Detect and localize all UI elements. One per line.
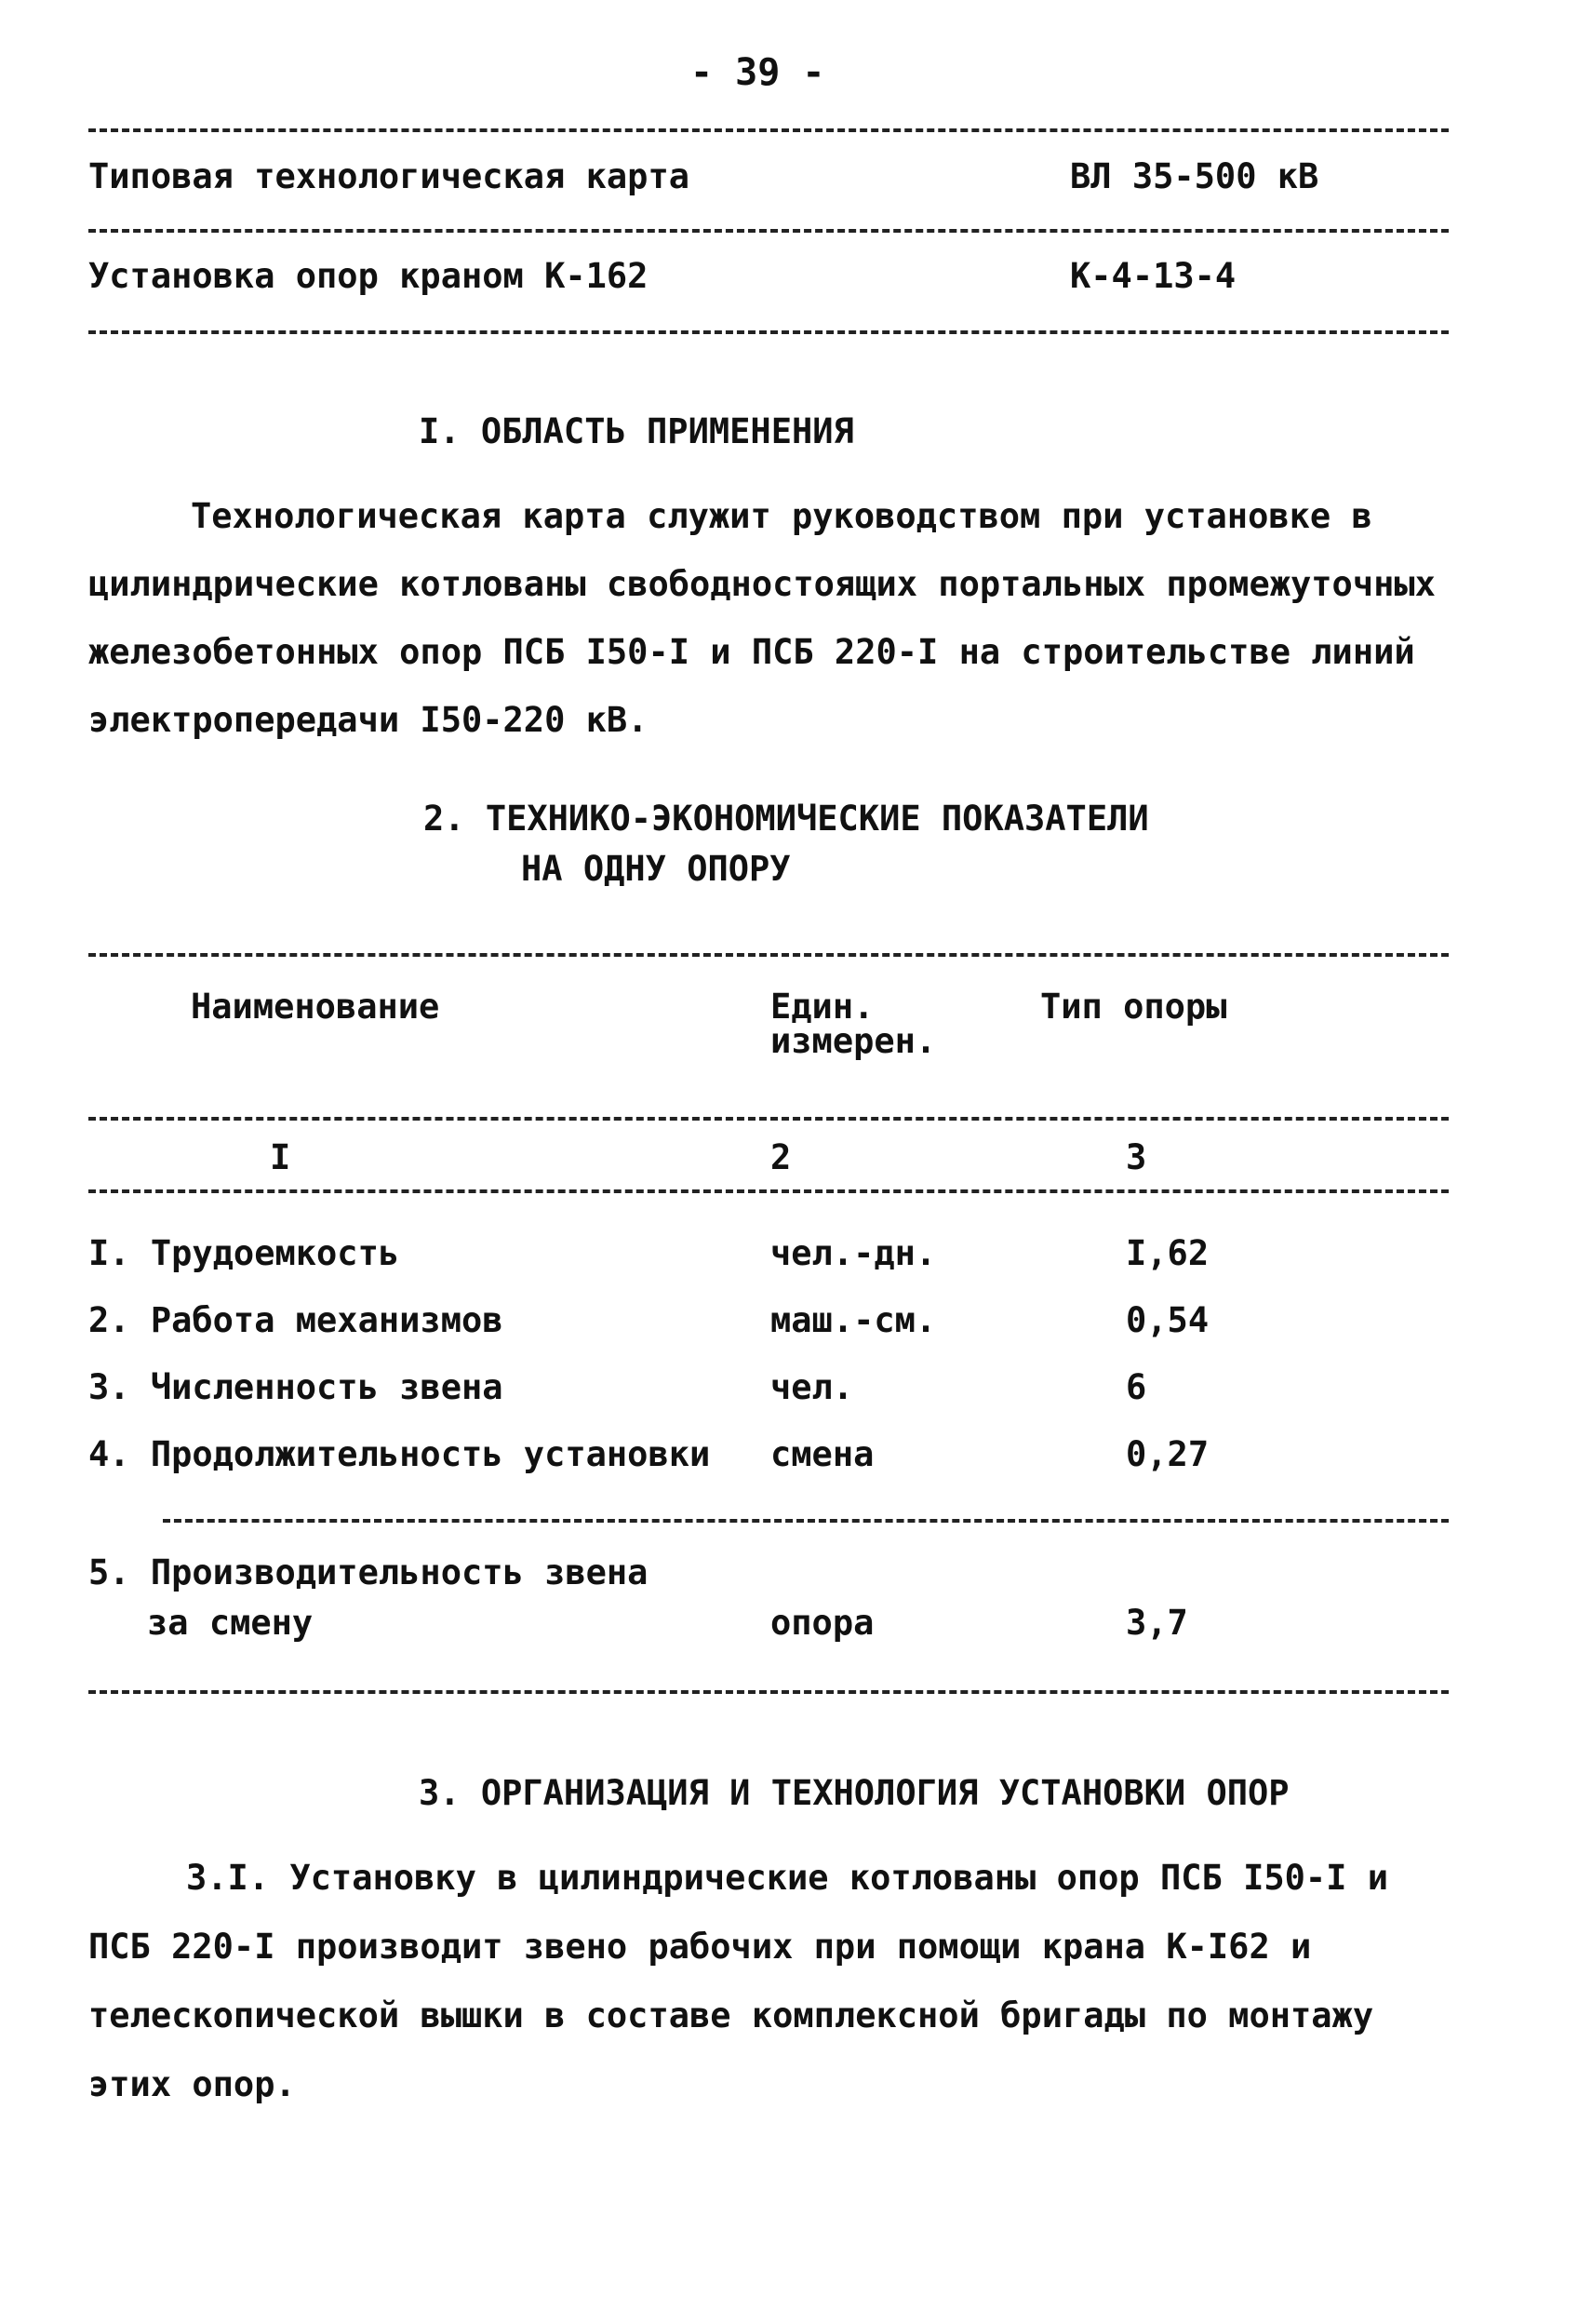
row-value: I,62 — [1126, 1233, 1210, 1273]
row-name: 2. Работа механизмов — [88, 1300, 503, 1340]
row-unit: опора — [770, 1603, 875, 1643]
divider — [88, 128, 1449, 132]
row-name: 5. Производительность звена — [88, 1552, 649, 1592]
page-number: - 39 - — [690, 51, 825, 94]
col-header-unit-sub: измерен. — [770, 1021, 937, 1061]
col-number: I — [270, 1137, 291, 1177]
row-name: 4. Продолжительность установки — [88, 1434, 711, 1474]
col-header-unit: Един. — [770, 987, 875, 1027]
row-value: 6 — [1126, 1367, 1147, 1407]
row-value: 0,54 — [1126, 1300, 1210, 1340]
section1-line: железобетонных опор ПСБ I50-I и ПСБ 220-I на строительстве линий — [88, 632, 1415, 672]
col-header-name: Наименование — [191, 987, 440, 1027]
table-top-border — [88, 953, 1449, 957]
row-value: 0,27 — [1126, 1434, 1210, 1474]
section2-heading-sub: НА ОДНУ ОПОРУ — [521, 849, 791, 889]
section1-line: Технологическая карта служит руководством при установке в — [191, 496, 1372, 536]
row-name-cont: за смену — [147, 1603, 314, 1643]
section3-heading: 3. ОРГАНИЗАЦИЯ И ТЕХНОЛОГИЯ УСТАНОВКИ ОПОР — [419, 1773, 1290, 1813]
section3-line: 3.I. Установку в цилиндрические котлованы опор ПСБ I50-I и — [186, 1858, 1389, 1898]
row-name: 3. Численность звена — [88, 1367, 503, 1407]
row-name: I. Трудоемкость — [88, 1233, 400, 1273]
table-divider — [163, 1519, 1449, 1523]
section1-line: электропередачи I50-220 кВ. — [88, 700, 649, 740]
section3-line: ПСБ 220-I производит звено рабочих при помощи крана К-I62 и — [88, 1927, 1312, 1967]
card-code: К-4-13-4 — [1070, 256, 1237, 296]
row-value: 3,7 — [1126, 1603, 1188, 1643]
divider — [88, 330, 1449, 334]
row-unit: чел. — [770, 1367, 854, 1407]
divider — [88, 229, 1449, 233]
operation-title: Установка опор краном К-162 — [88, 256, 649, 296]
section1-line: цилиндрические котлованы свободностоящих портальных промежуточных — [88, 564, 1436, 604]
row-unit: маш.-см. — [770, 1300, 937, 1340]
section1-heading: I. ОБЛАСТЬ ПРИМЕНЕНИЯ — [419, 411, 854, 451]
row-unit: смена — [770, 1434, 875, 1474]
table-bottom-border — [88, 1690, 1449, 1694]
table-divider — [88, 1117, 1449, 1121]
col-header-type: Тип опоры — [1040, 987, 1227, 1027]
col-number: 3 — [1126, 1137, 1147, 1177]
table-divider — [88, 1189, 1449, 1193]
card-title: Типовая технологическая карта — [88, 156, 690, 196]
card-voltage: ВЛ 35-500 кВ — [1070, 156, 1319, 196]
section2-heading: 2. ТЕХНИКО-ЭКОНОМИЧЕСКИЕ ПОКАЗАТЕЛИ — [423, 799, 1149, 839]
row-unit: чел.-дн. — [770, 1233, 937, 1273]
section3-line: телескопической вышки в составе комплексной бригады по монтажу — [88, 1995, 1374, 2035]
col-number: 2 — [770, 1137, 792, 1177]
section3-line: этих опор. — [88, 2064, 296, 2104]
